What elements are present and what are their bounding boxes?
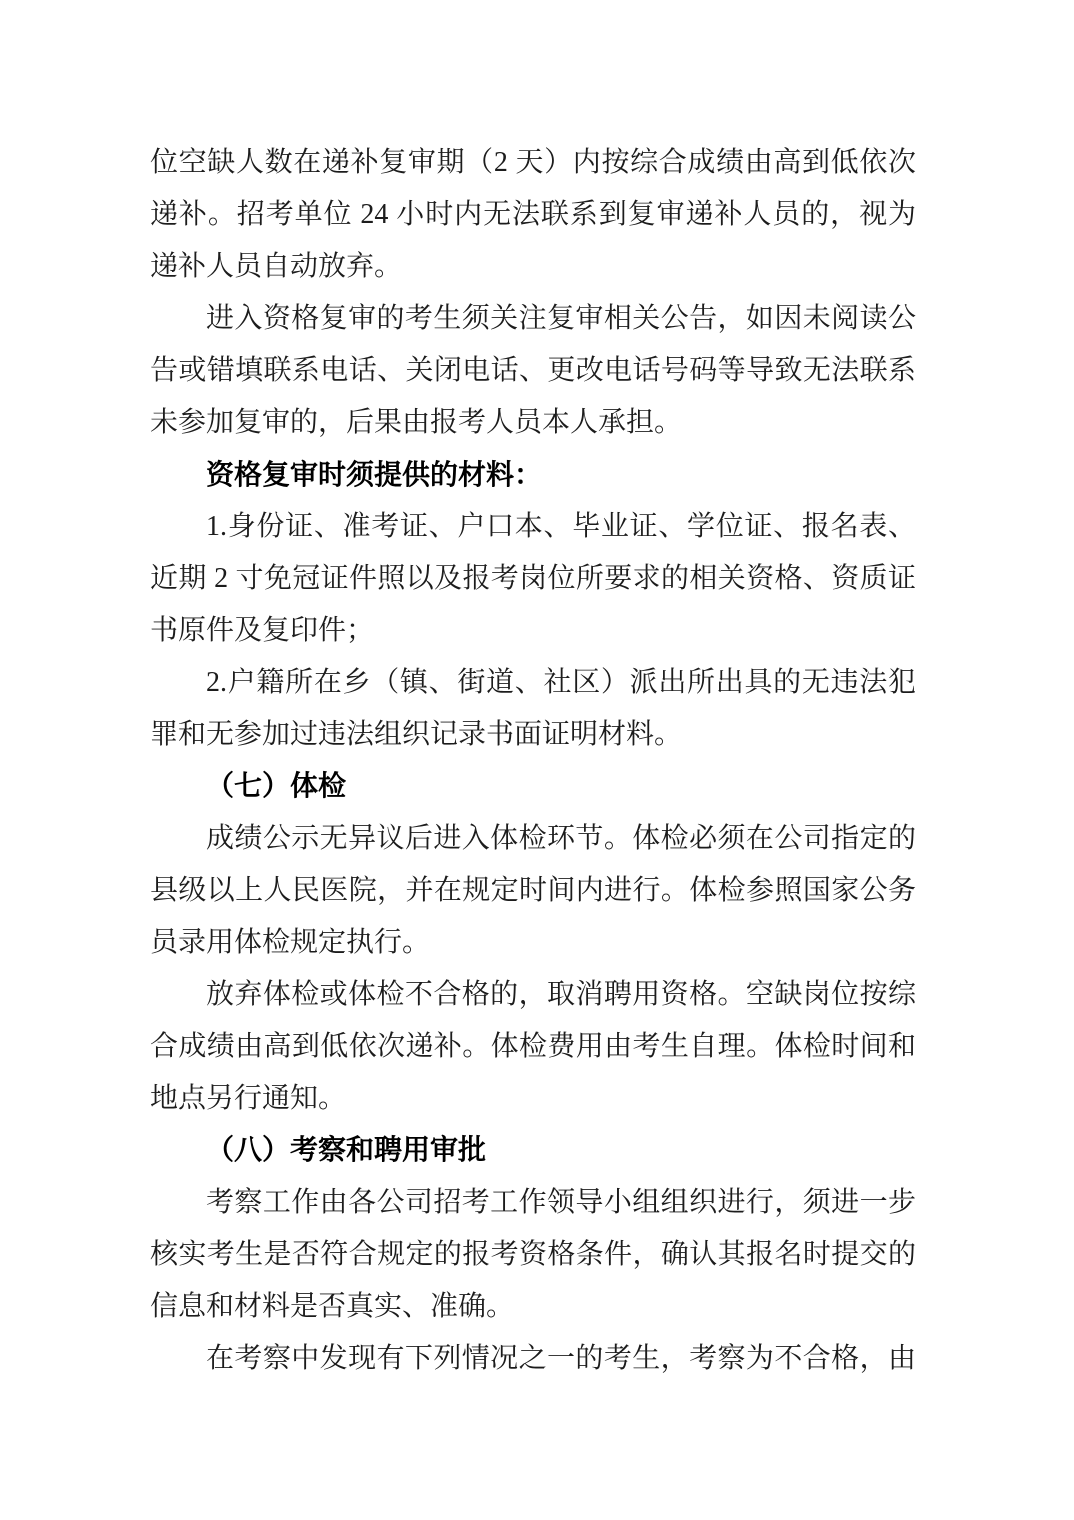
text-line-5: 告或错填联系电话、关闭电话、更改电话号码等导致无法联系 bbox=[150, 355, 916, 386]
text-line-11: 2.户籍所在乡（镇、街道、社区）派出所出具的无违法犯 bbox=[206, 667, 916, 698]
text-line-13: （七）体检 bbox=[206, 771, 347, 802]
text-line-7: 资格复审时须提供的材料： bbox=[206, 459, 543, 490]
text-line-12: 罪和无参加过违法组织记录书面证明材料。 bbox=[150, 719, 683, 750]
text-line-22: 核实考生是否符合规定的报考资格条件，确认其报名时提交的 bbox=[150, 1239, 916, 1270]
text-line-8: 1.身份证、准考证、户口本、毕业证、学位证、报名表、 bbox=[206, 511, 916, 542]
text-line-3: 递补人员自动放弃。 bbox=[150, 251, 403, 282]
text-line-23: 信息和材料是否真实、准确。 bbox=[150, 1291, 515, 1322]
text-line-16: 员录用体检规定执行。 bbox=[150, 927, 431, 958]
text-line-10: 书原件及复印件； bbox=[150, 615, 375, 646]
text-line-4: 进入资格复审的考生须关注复审相关公告，如因未阅读公 bbox=[206, 303, 916, 334]
text-line-9: 近期 2 寸免冠证件照以及报考岗位所要求的相关资格、资质证 bbox=[150, 563, 916, 594]
text-line-1: 位空缺人数在递补复审期（2 天）内按综合成绩由高到低依次 bbox=[150, 147, 916, 178]
text-line-14: 成绩公示无异议后进入体检环节。体检必须在公司指定的 bbox=[206, 823, 916, 854]
text-line-6: 未参加复审的，后果由报考人员本人承担。 bbox=[150, 407, 683, 438]
text-line-15: 县级以上人民医院，并在规定时间内进行。体检参照国家公务 bbox=[150, 875, 916, 906]
text-line-21: 考察工作由各公司招考工作领导小组组织进行，须进一步 bbox=[206, 1187, 916, 1218]
text-line-2: 递补。招考单位 24 小时内无法联系到复审递补人员的，视为 bbox=[150, 199, 916, 230]
text-line-18: 合成绩由高到低依次递补。体检费用由考生自理。体检时间和 bbox=[150, 1031, 916, 1062]
text-line-20: （八）考察和聘用审批 bbox=[206, 1135, 487, 1166]
text-line-24: 在考察中发现有下列情况之一的考生，考察为不合格，由 bbox=[206, 1343, 916, 1374]
text-line-17: 放弃体检或体检不合格的，取消聘用资格。空缺岗位按综 bbox=[206, 979, 916, 1010]
text-line-19: 地点另行通知。 bbox=[150, 1083, 347, 1114]
